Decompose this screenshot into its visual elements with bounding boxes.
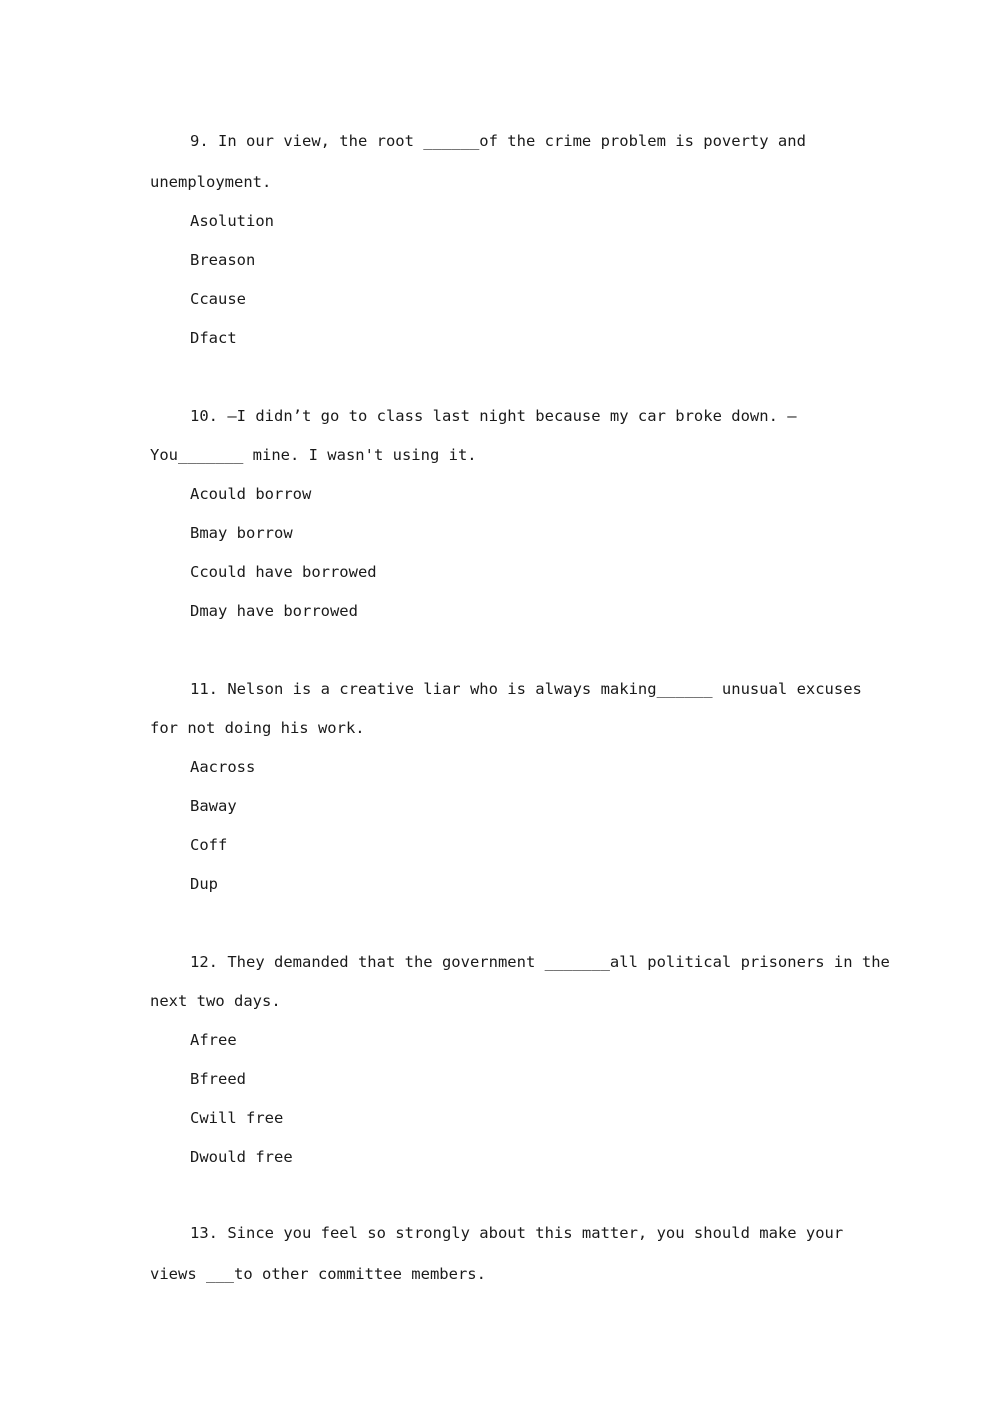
question-11-text-continued: for not doing his work.	[150, 719, 365, 737]
question-9-option-d: Dfact	[190, 329, 237, 347]
question-12-option-d: Dwould free	[190, 1148, 293, 1166]
question-11-option-a: Aacross	[190, 758, 256, 776]
question-10-option-b: Bmay borrow	[190, 524, 293, 542]
question-10-option-d: Dmay have borrowed	[190, 602, 358, 620]
question-10-text: 10. —I didn’t go to class last night because my car broke down. —	[190, 407, 797, 425]
question-12-text-continued: next two days.	[150, 992, 281, 1010]
question-11-option-c: Coff	[190, 836, 228, 854]
question-11-option-d: Dup	[190, 875, 218, 893]
question-10-text-continued: You_______ mine. I wasn't using it.	[150, 446, 477, 464]
question-11-text: 11. Nelson is a creative liar who is always making______ unusual excuses	[190, 680, 862, 698]
question-12-text: 12. They demanded that the government _______all political prisoners in the	[190, 953, 890, 971]
question-9-text-continued: unemployment.	[150, 173, 272, 191]
question-13-text: 13. Since you feel so strongly about this matter, you should make your	[190, 1224, 844, 1242]
question-9-option-a: Asolution	[190, 212, 274, 230]
question-9-option-c: Ccause	[190, 290, 246, 308]
question-9-text: 9. In our view, the root ______of the crime problem is poverty and	[190, 132, 806, 150]
question-13-text-continued: views ___to other committee members.	[150, 1265, 486, 1283]
question-12-option-c: Cwill free	[190, 1109, 284, 1127]
question-12-option-a: Afree	[190, 1031, 237, 1049]
question-10-option-a: Acould borrow	[190, 485, 312, 503]
question-10-option-c: Ccould have borrowed	[190, 563, 377, 581]
question-11-option-b: Baway	[190, 797, 237, 815]
question-12-option-b: Bfreed	[190, 1070, 246, 1088]
question-9-option-b: Breason	[190, 251, 256, 269]
